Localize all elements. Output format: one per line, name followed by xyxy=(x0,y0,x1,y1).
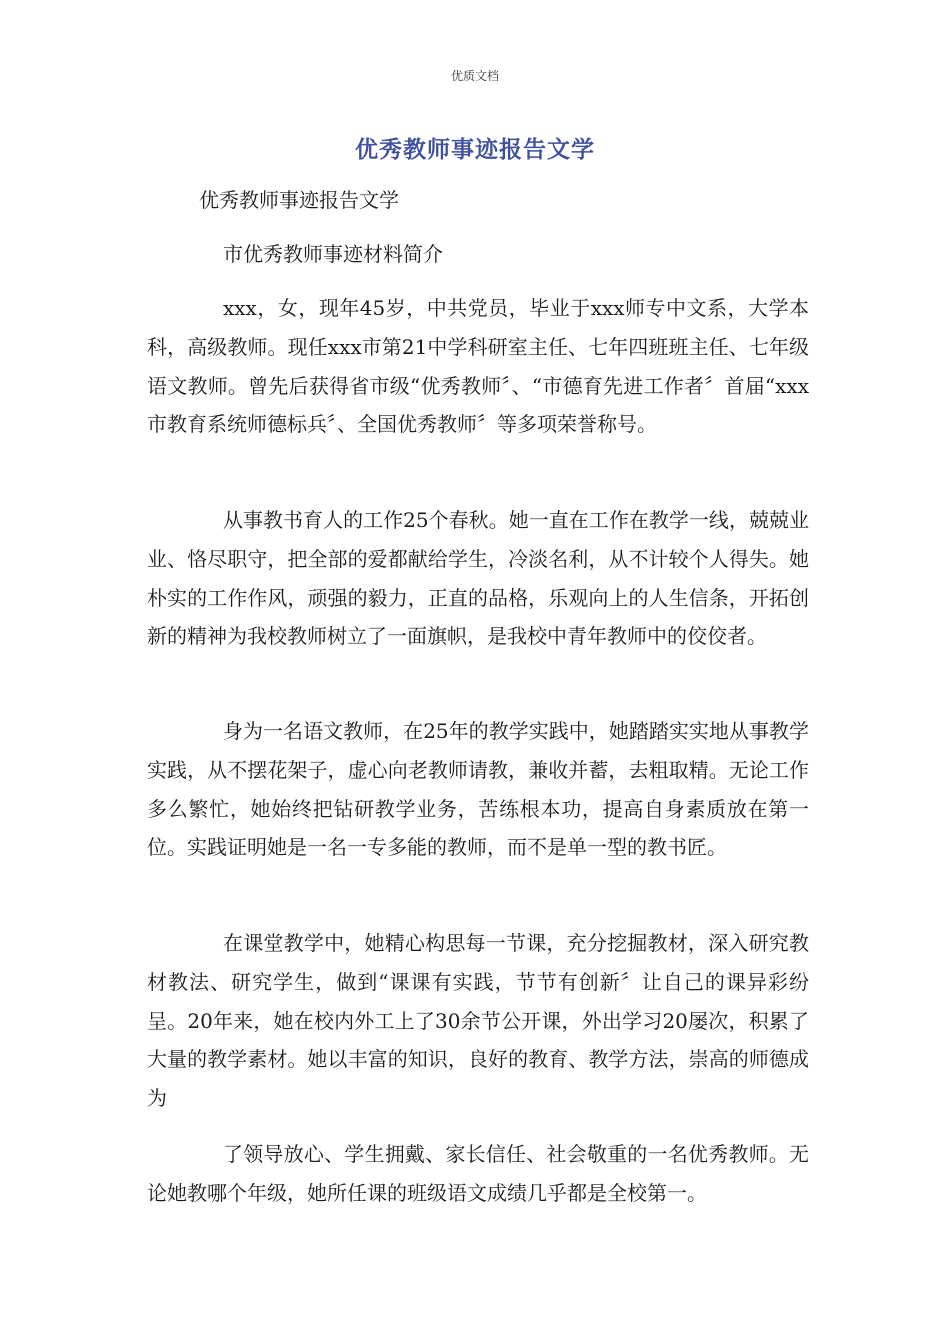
body-paragraph: 从事教书育人的工作25个春秋。她一直在工作在教学一线，兢兢业业、恪尽职守，把全部的爱都献给学生，冷淡名利，从不计较个人得失。她朴实的工作作风，顽强的毅力，正直的品格，乐观向上的人生信条，开拓创新的精神为我校教师树立了一面旗帜，是我校中青年教师中的佼佼者。 xyxy=(147,508,809,649)
document-subtitle: 优秀教师事迹报告文学 xyxy=(199,188,399,212)
body-paragraph: 身为一名语文教师，在25年的教学实践中，她踏踏实实地从事教学实践，从不摆花架子，虚心向老教师请教，兼收并蓄，去粗取精。无论工作多么繁忙，她始终把钻研教学业务，苦练根本功，提高自身素质放在第一位。实践证明她是一名一专多能的教师，而不是单一型的教书匠。 xyxy=(147,719,809,860)
document-title: 优秀教师事迹报告文学 xyxy=(355,137,595,163)
section-title: 市优秀教师事迹材料简介 xyxy=(223,242,443,266)
body-paragraph: 了领导放心、学生拥戴、家长信任、社会敬重的一名优秀教师。无论她教哪个年级，她所任课的班级语文成绩几乎都是全校第一。 xyxy=(147,1142,809,1205)
body-paragraph: xxx，女，现年45岁，中共党员，毕业于xxx师专中文系，大学本科，高级教师。现任xxx市第21中学科研室主任、七年四班班主任、七年级语文教师。曾先后获得省市级“优秀教师〞、“市德育先进工作者〞首届“xxx市教育系统师德标兵〞、全国优秀教师〞等多项荣誉称号。 xyxy=(147,296,809,437)
body-paragraph: 在课堂教学中，她精心构思每一节课，充分挖掘教材，深入研究教材教法、研究学生，做到“课课有实践，节节有创新〞让自己的课异彩纷呈。20年来，她在校内外工上了30余节公开课，外出学习20屡次，积累了大量的教学素材。她以丰富的知识，良好的教育、教学方法，崇高的师德成为 xyxy=(147,931,809,1111)
page-header-label: 优质文档 xyxy=(450,69,499,83)
